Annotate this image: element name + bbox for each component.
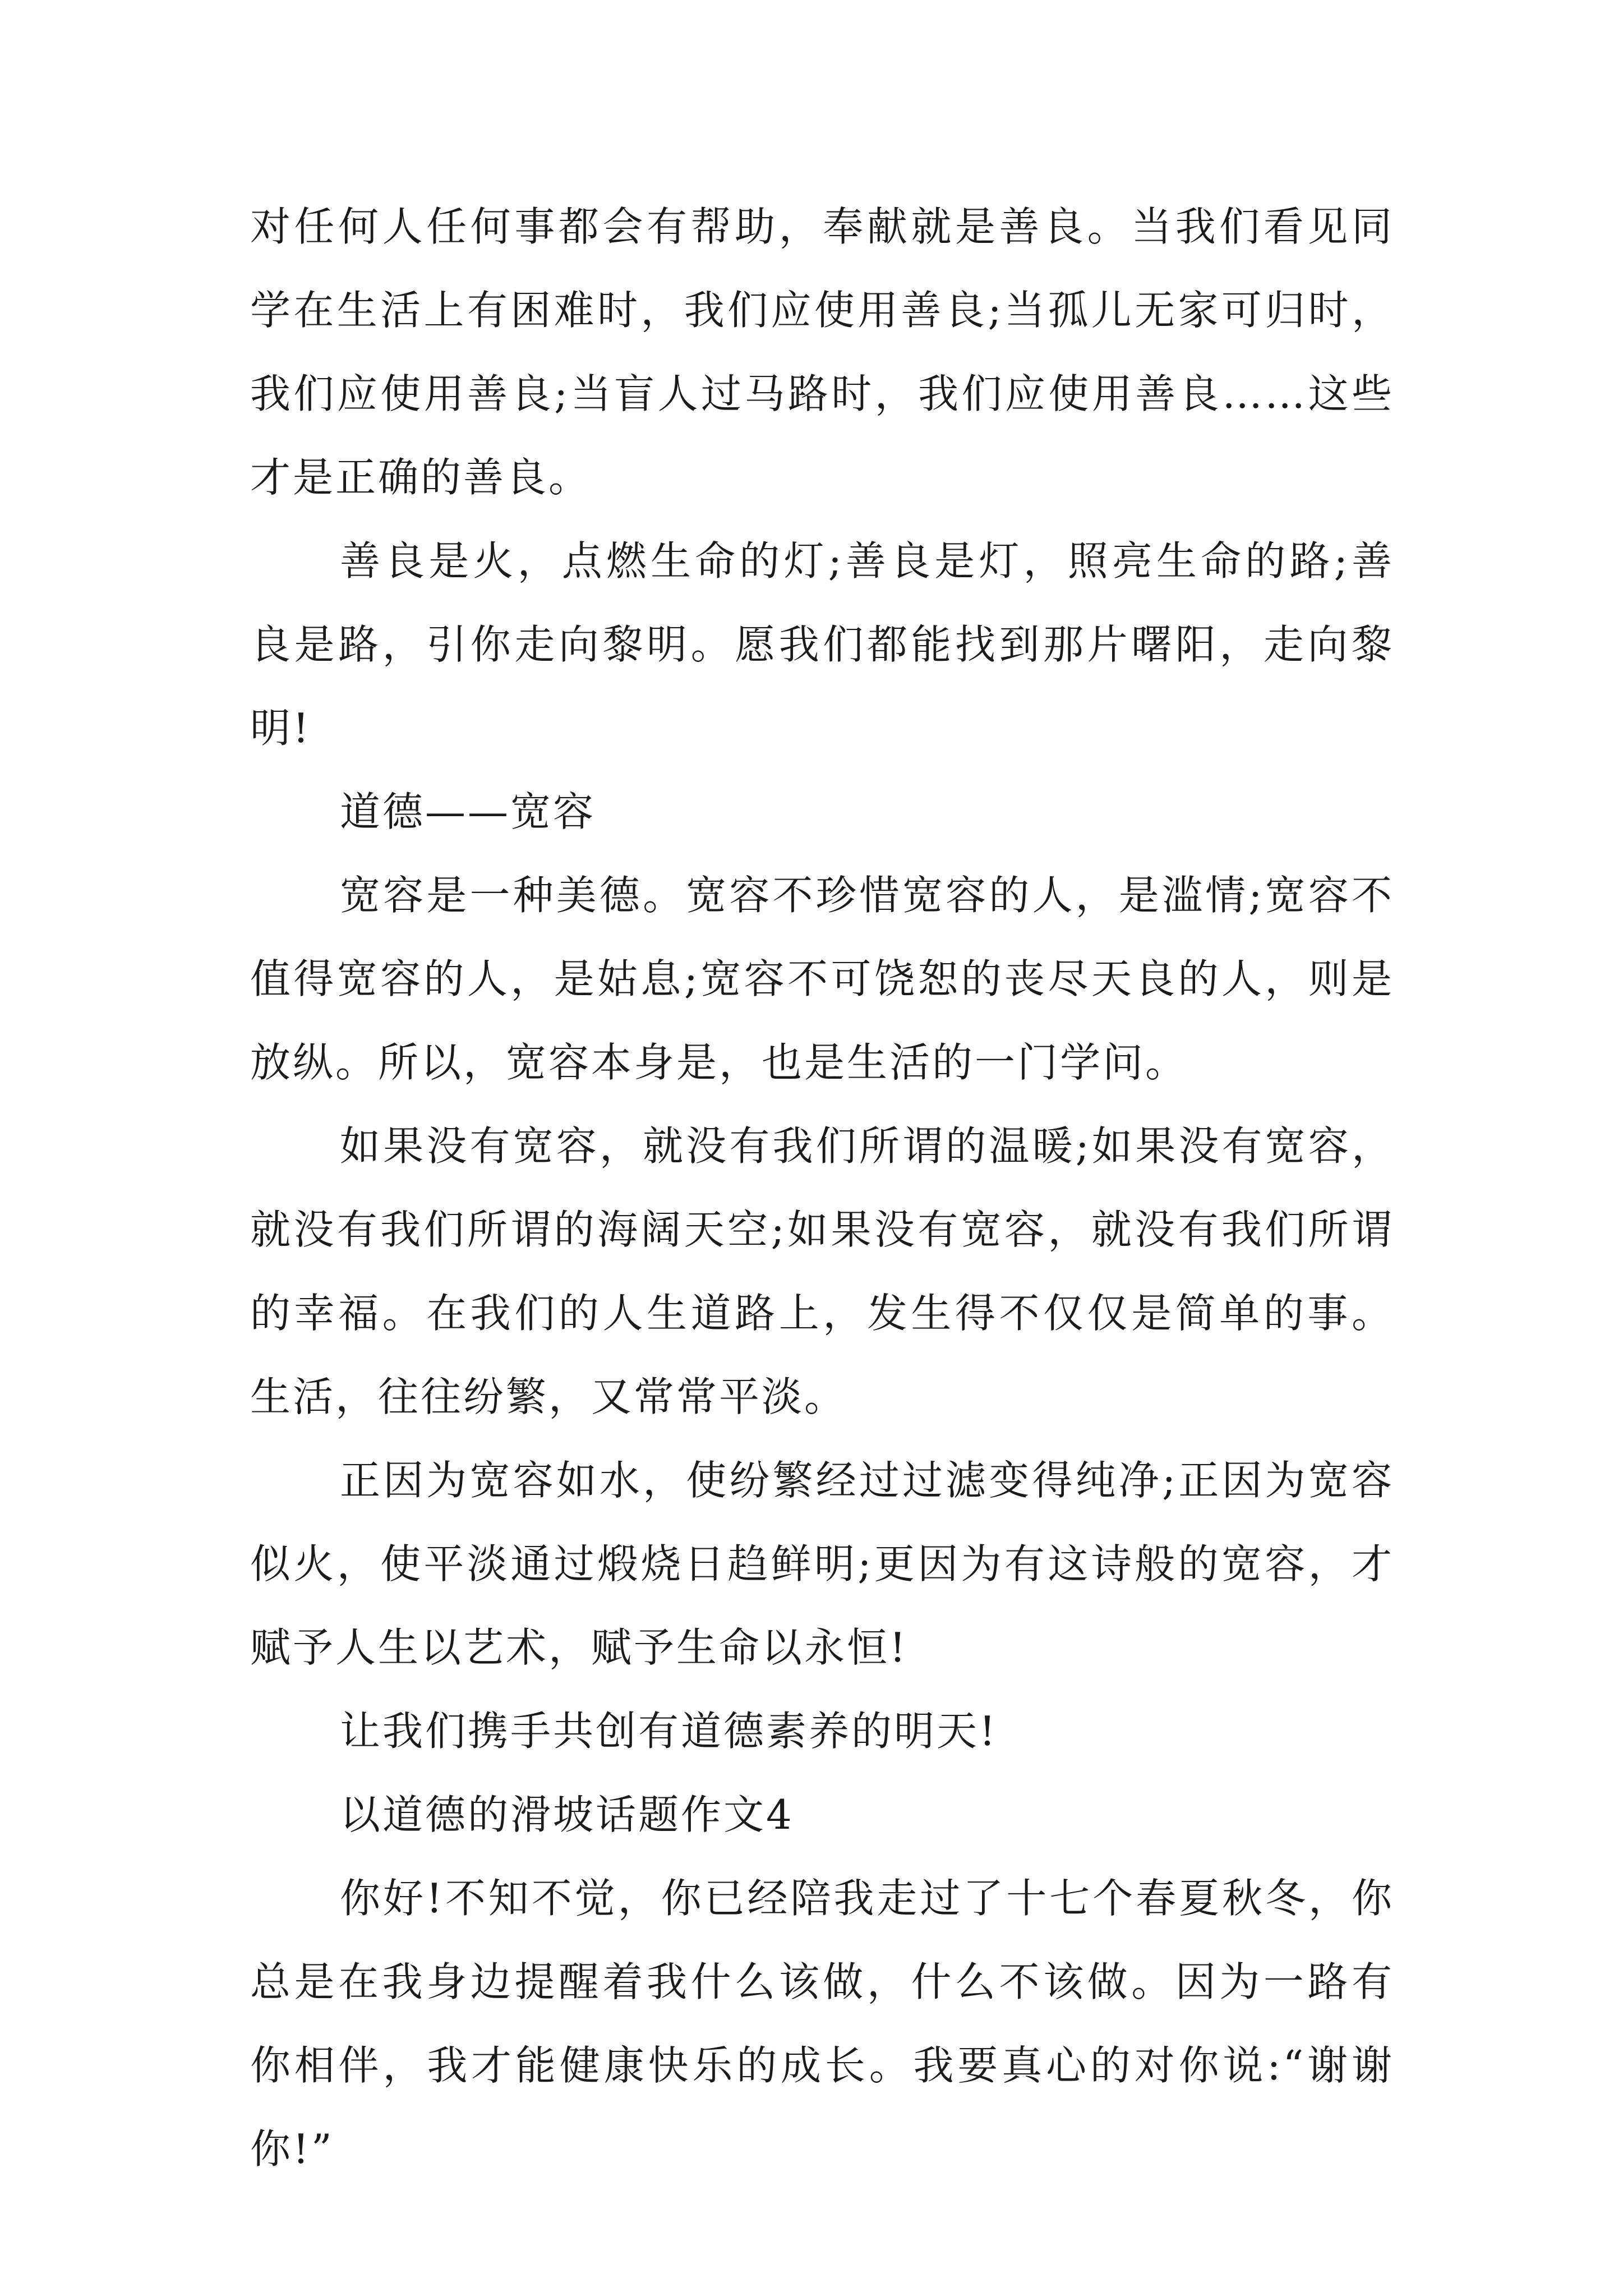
paragraph-3: 宽容是一种美德。宽容不珍惜宽容的人，是滥情;宽容不值得宽容的人，是姑息;宽容不可饶恕的丧尽天良的人，则是放纵。所以，宽容本身是，也是生活的一门学问。 (250, 872, 1394, 1086)
section-heading-tolerance: 道德——宽容 (340, 788, 596, 835)
paragraph-6: 让我们携手共创有道德素养的明天! (340, 1708, 998, 1755)
document-body (250, 185, 1394, 2191)
paragraph-1: 对任何人任何事都会有帮助，奉献就是善良。当我们看见同学在生活上有困难时，我们应使用善良;当孤儿无家可归时，我们应使用善良;当盲人过马路时，我们应使用善良……这些才是正确的善良。 (250, 203, 1394, 501)
paragraph-2: 善良是火，点燃生命的灯;善良是灯，照亮生命的路;善良是路，引你走向黎明。愿我们都能找到那片曙阳，走向黎明! (250, 537, 1394, 752)
paragraph-4: 如果没有宽容，就没有我们所谓的温暖;如果没有宽容，就没有我们所谓的海阔天空;如果没有宽容，就没有我们所谓的幸福。在我们的人生道路上，发生得不仅仅是简单的事。生活，往往纷繁，又常常平淡。 (250, 1122, 1394, 1420)
paragraph-5: 正因为宽容如水，使纷繁经过过滤变得纯净;正因为宽容似火，使平淡通过煅烧日趋鲜明;更因为有这诗般的宽容，才赋予人生以艺术，赋予生命以永恒! (250, 1457, 1394, 1671)
paragraph-7: 你好!不知不觉，你已经陪我走过了十七个春夏秋冬，你总是在我身边提醒着我什么该做，什么不该做。因为一路有你相伴，我才能健康快乐的成长。我要真心的对你说:“谢谢你!” (250, 1875, 1394, 2173)
essay-title-4: 以道德的滑坡话题作文4 (340, 1791, 794, 1838)
